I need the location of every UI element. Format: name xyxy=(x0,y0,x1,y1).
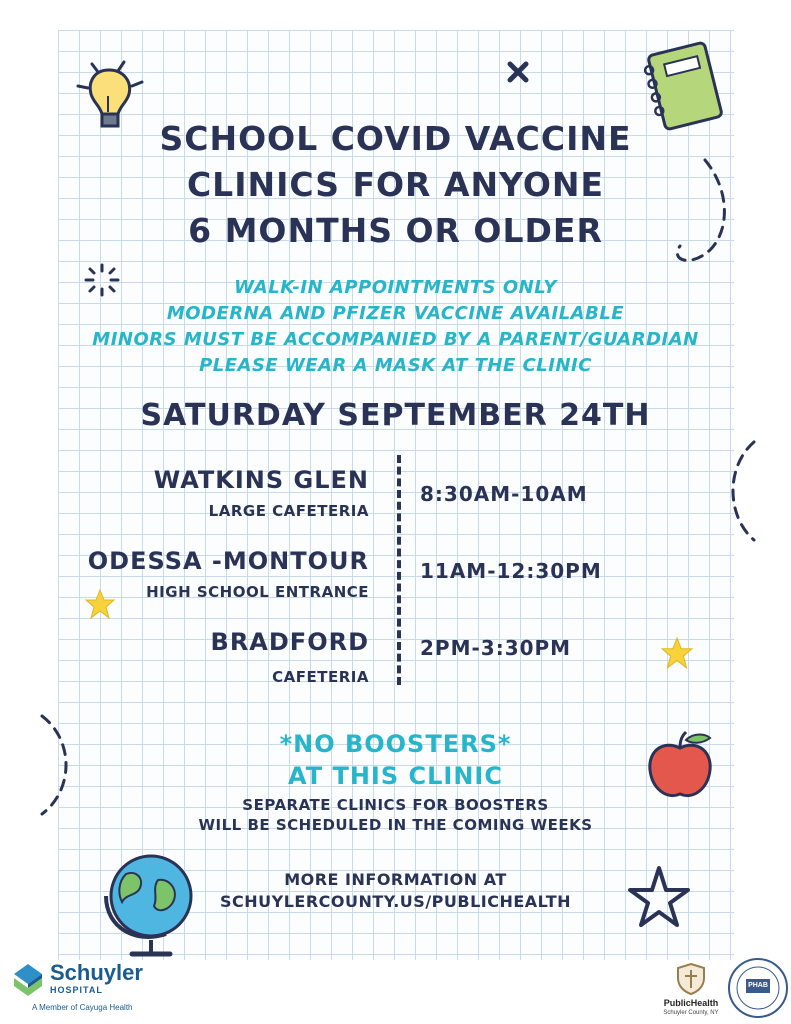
public-health-logo xyxy=(656,960,726,1022)
schuyler-hospital-logo xyxy=(6,960,156,1020)
boosters-heading-1: *NO BOOSTERS* xyxy=(279,730,512,758)
clinic-time-bradford: 2PM-3:30PM xyxy=(420,636,572,660)
note-minors: MINORS MUST BE ACCOMPANIED BY A PARENT/GUARDIAN xyxy=(92,329,699,350)
hospital-name: Schuyler xyxy=(50,960,143,985)
more-info-url[interactable]: SCHUYLERCOUNTY.US/PUBLICHEALTH xyxy=(219,892,572,911)
page-title-line-3: 6 MONTHS OR OLDER xyxy=(188,211,603,250)
clinic-name-watkins-glen: WATKINS GLEN xyxy=(153,466,369,494)
page-title-line-1: SCHOOL COVID VACCINE xyxy=(159,119,632,158)
clinic-name-bradford: BRADFORD xyxy=(210,628,369,656)
event-date: SATURDAY SEPTEMBER 24TH xyxy=(140,398,651,433)
plus-icon xyxy=(504,58,532,86)
boosters-note-2: WILL BE SCHEDULED IN THE COMING WEEKS xyxy=(198,816,593,834)
boosters-heading-2: AT THIS CLINIC xyxy=(288,762,503,790)
more-info-label: MORE INFORMATION AT xyxy=(284,870,507,889)
clinic-time-odessa-montour: 11AM-12:30PM xyxy=(420,559,602,583)
phab-text: PHAB xyxy=(748,982,768,989)
hospital-mark-icon xyxy=(8,962,48,1000)
clinic-place-watkins-glen: LARGE CAFETERIA xyxy=(208,502,369,520)
phab-seal xyxy=(727,957,789,1019)
hospital-member-text: A Member of Cayuga Health xyxy=(32,1003,133,1012)
star-icon xyxy=(84,588,116,620)
dashed-arc-right xyxy=(722,436,762,546)
note-vaccines: MODERNA AND PFIZER VACCINE AVAILABLE xyxy=(166,303,625,324)
page-title-line-2: CLINICS FOR ANYONE xyxy=(186,165,605,204)
clinic-name-odessa-montour: ODESSA -MONTOUR xyxy=(87,547,369,575)
schedule-divider xyxy=(397,455,401,685)
public-health-location: Schuyler County, NY xyxy=(663,1010,719,1016)
clinic-place-odessa-montour: HIGH SCHOOL ENTRANCE xyxy=(146,583,369,601)
shield-icon xyxy=(676,962,706,996)
star-icon xyxy=(660,636,694,670)
note-walk-in: WALK-IN APPOINTMENTS ONLY xyxy=(234,277,557,298)
clinic-time-watkins-glen: 8:30AM-10AM xyxy=(420,482,588,506)
clinic-place-bradford: CAFETERIA xyxy=(272,668,369,686)
boosters-note-1: SEPARATE CLINICS FOR BOOSTERS xyxy=(242,796,549,814)
public-health-name: PublicHealth xyxy=(663,998,719,1008)
note-mask: PLEASE WEAR A MASK AT THE CLINIC xyxy=(199,355,592,376)
hospital-label: HOSPITAL xyxy=(50,985,103,995)
